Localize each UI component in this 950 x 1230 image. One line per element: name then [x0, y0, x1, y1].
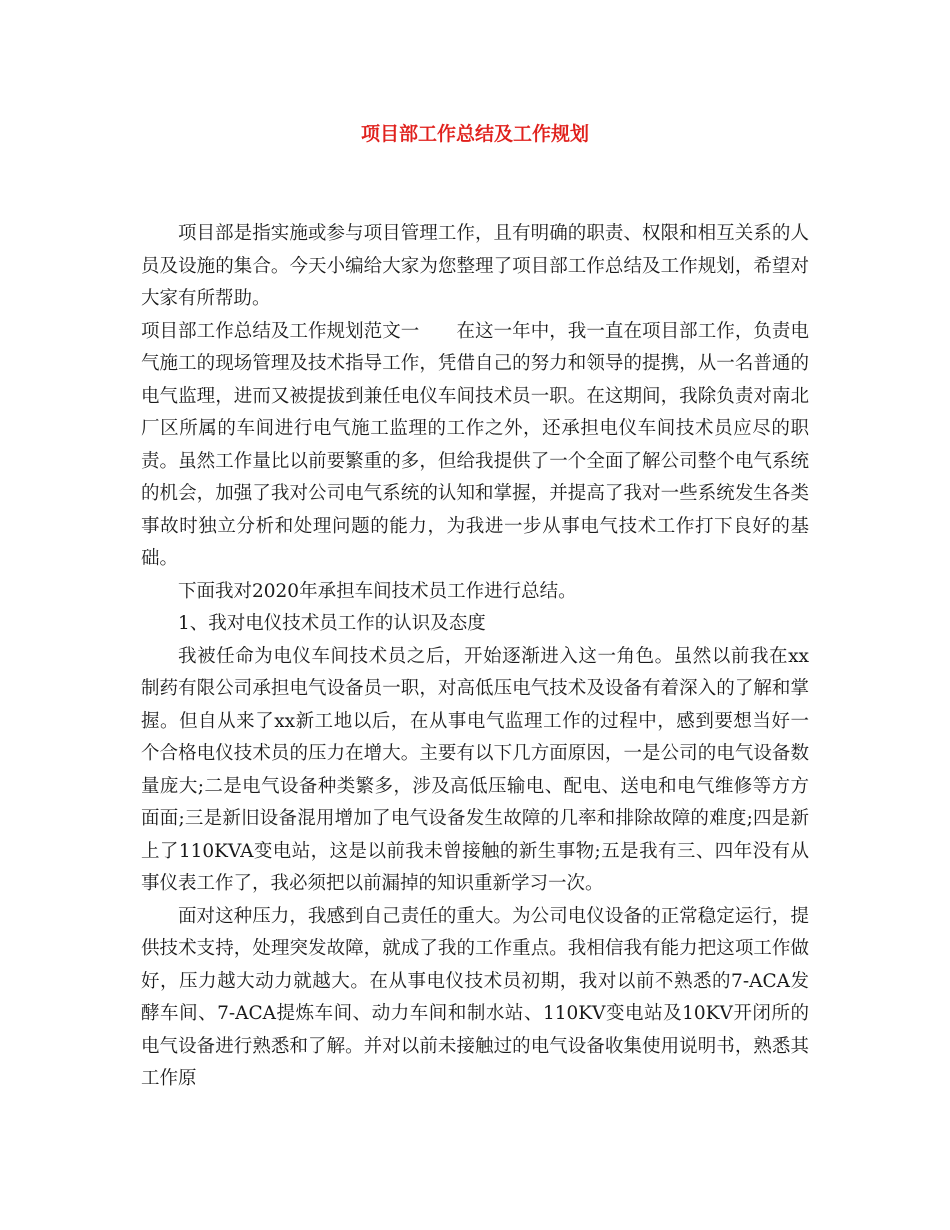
document-body [141, 218, 809, 1096]
paragraph-intro: 项目部是指实施或参与项目管理工作，且有明确的职责、权限和相互关系的人员及设施的集合。今天小编给大家为您整理了项目部工作总结及工作规划，希望对大家有所帮助。 [141, 223, 809, 309]
paragraph-pressure: 面对这种压力，我感到自己责任的重大。为公司电仪设备的正常稳定运行，提供技术支持，处理突发故障，就成了我的工作重点。我相信我有能力把这项工作做好，压力越大动力就越大。在从事电仪技术员初期，我对以前不熟悉的7-ACA发酵车间、7-ACA提炼车间、动力车间和制水站、110KV变电站及10KV开闭所的电气设备进行熟悉和了解。并对以前未接触过的电气设备收集使用说明书，熟悉其工作原 [141, 905, 809, 1089]
document-title: 项目部工作总结及工作规划 [360, 123, 589, 145]
paragraph-summary-lead: 下面我对2020年承担车间技术员工作进行总结。 [178, 580, 577, 602]
paragraph-appointment: 我被任命为电仪车间技术员之后，开始逐渐进入这一角色。虽然以前我在xx制药有限公司承担电气设备员一职，对高低压电气技术及设备有着深入的了解和掌握。但自从来了xx新工地以后，在从事电气监理工作的过程中，感到要想当好一个合格电仪技术员的压力在增大。主要有以下几方面原因，一是公司的电气设备数量庞大;二是电气设备种类繁多，涉及高低压输电、配电、送电和电气维修等方方面面;三是新旧设备混用增加了电气设备发生故障的几率和排除故障的难度;四是新上了110KVA变电站，这是以前我未曾接触的新生事物;五是我有三、四年没有从事仪表工作了，我必须把以前漏掉的知识重新学习一次。 [141, 645, 809, 894]
paragraph-sample-one: 项目部工作总结及工作规划范文一 在这一年中，我一直在项目部工作，负责电气施工的现场管理及技术指导工作，凭借自己的努力和领导的提携，从一名普通的电气监理，进而又被提拔到兼任电仪车间技术员一职。在这期间，我除负责对南北厂区所属的车间进行电气施工监理的工作之外，还承担电仪车间技术员应尽的职责。虽然工作量比以前要繁重的多，但给我提供了一个全面了解公司整个电气系统的机会，加强了我对公司电气系统的认知和掌握，并提高了我对一些系统发生各类事故时独立分析和处理问题的能力，为我进一步从事电气技术工作打下良好的基础。 [141, 320, 809, 569]
section-heading-1: 1、我对电仪技术员工作的认识及态度 [178, 613, 486, 634]
